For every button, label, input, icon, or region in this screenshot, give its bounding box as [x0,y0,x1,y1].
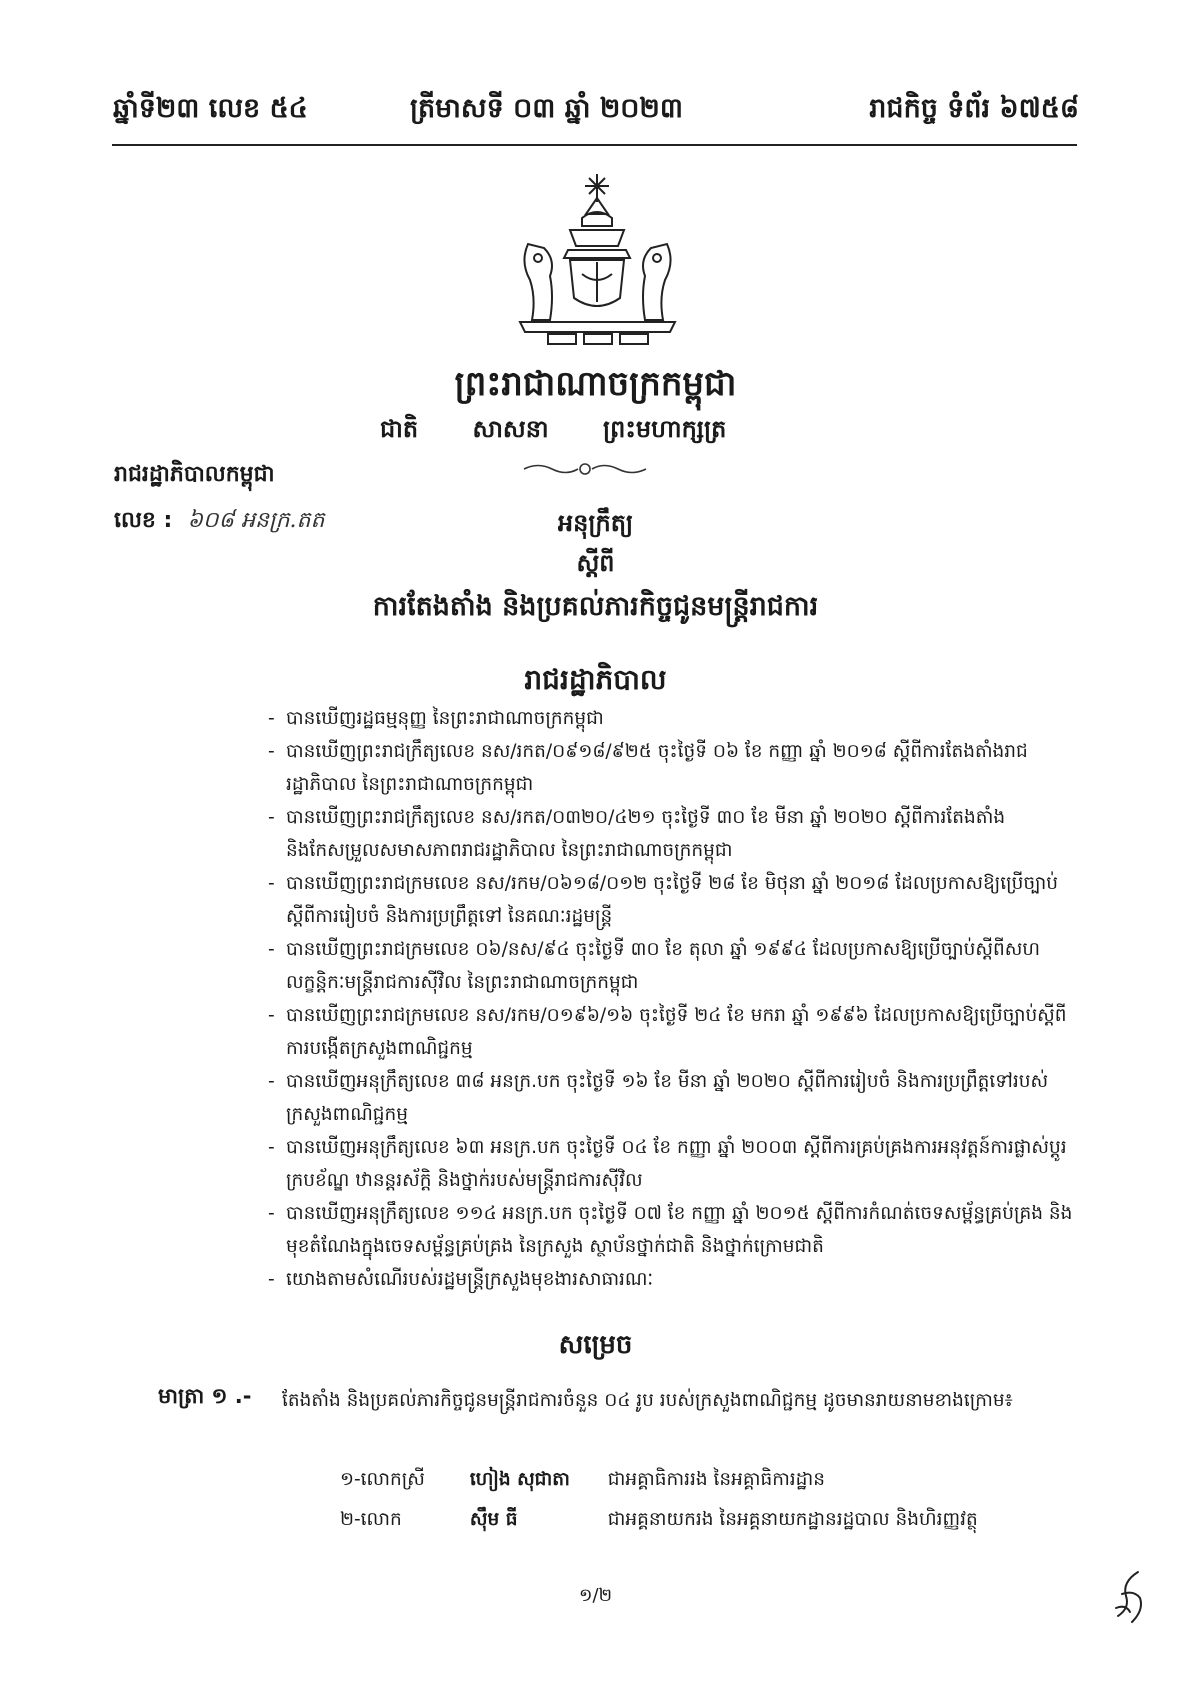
consideration-item: - បានឃើញព្រះរាជក្រមលេខ នស/រកម/០១៩៦/១៦ ចុះថ្ងៃទី ២៤ ខែ មករា ឆ្នាំ ១៩៩៦ ដែលប្រកាសឱ្យប្រើច្បាប់ស្តីពីការបង្កើតក្រសួងពាណិជ្ជកម្ម [270,999,1080,1065]
consideration-item: - បានឃើញរដ្ឋធម្មនុញ្ញ នៃព្រះរាជាណាចក្រកម្ពុជា [270,702,1080,735]
national-motto [380,414,772,449]
initial-signature-mark [1108,1568,1152,1628]
appointment-name: ស៊ឹម ធី [469,1509,518,1530]
consideration-item: - បានឃើញអនុក្រឹត្យលេខ ១១៤ អនក្រ.បក ចុះថ្ងៃទី ០៧ ខែ កញ្ញា ឆ្នាំ ២០១៥ ស្តីពីការកំណត់ចេទសម្ព័ន្ធគ្រប់គ្រង និងមុខតំណែងក្នុងចេទសម្ព័ន្ធគ្រប់គ្រង នៃក្រសួង ស្ថាប័នថ្នាក់ជាតិ និងថ្នាក់ក្រោមជាតិ [270,1197,1080,1263]
motto-king: ព្រះមហាក្សត្រ [602,415,727,443]
consideration-item: - បានឃើញព្រះរាជក្រឹត្យលេខ នស/រកត/០៩១៨/៩២៥ ចុះថ្ងៃទី ០៦ ខែ កញ្ញា ឆ្នាំ ២០១៨ ស្តីពីការតែងតាំងរាជរដ្ឋាភិបាល នៃព្រះរាជាណាចក្រកម្ពុជា [270,735,1080,801]
consideration-item: - បានឃើញព្រះរាជក្រឹត្យលេខ នស/រកត/០៣២០/៤២១ ចុះថ្ងៃទី ៣០ ខែ មីនា ឆ្នាំ ២០២០ ស្តីពីការតែងតាំង និងកែសម្រួលសមាសភាពរាជរដ្ឋាភិបាល នៃព្រះរាជាណាចក្រកម្ពុជា [270,801,1080,867]
consideration-item: - បានឃើញអនុក្រឹត្យលេខ ៣៨ អនក្រ.បក ចុះថ្ងៃទី ១៦ ខែ មីនា ឆ្នាំ ២០២០ ស្តីពីការរៀបចំ និងការប្រព្រឹត្តទៅរបស់ក្រសួងពាណិជ្ជកម្ម [270,1065,1080,1131]
document-about: ស្តីពី [576,549,615,577]
considerations-list [270,702,1080,1296]
consideration-item: - បានឃើញព្រះរាជក្រមលេខ ០៦/នស/៩៤ ចុះថ្ងៃទី ៣០ ខែ តុលា ឆ្នាំ ១៩៩៤ ដែលប្រកាសឱ្យប្រើច្បាប់ស្តីពីសហលក្ខន្តិកៈមន្ត្រីរាជការស៊ីវិល នៃព្រះរាជាណាចក្រកម្ពុជា [270,933,1080,999]
appointment-role: ជាអគ្គនាយករង នៃអគ្គនាយកដ្ឋានរដ្ឋបាល និងហិរញ្ញវត្ថុ [607,1509,978,1530]
header-quarter: ត្រីមាសទី ០៣ ឆ្នាំ ២០២៣ [410,93,683,124]
appointment-row [340,1468,825,1495]
kingdom-title: ព្រះរាជាណាចក្រកម្ពុជា [454,364,737,404]
consideration-item: - យោងតាមសំណើរបស់រដ្ឋមន្ត្រីក្រសួងមុខងារសាធារណៈ [270,1263,1080,1296]
consideration-item: - បានឃើញអនុក្រឹត្យលេខ ៦៣ អនក្រ.បក ចុះថ្ងៃទី ០៤ ខែ កញ្ញា ឆ្នាំ ២០០៣ ស្តីពីការគ្រប់គ្រងការអនុវត្តន៍ការផ្លាស់ប្តូរក្របខ័ណ្ឌ ឋានន្តរស័ក្តិ និងថ្នាក់របស់មន្ត្រីរាជការស៊ីវិល [270,1131,1080,1197]
header-rule [112,144,1077,146]
decree-number-label: លេខ : [114,508,173,533]
government-heading: រាជរដ្ឋាភិបាល [524,663,667,696]
decision-heading: សម្រេច [558,1330,633,1360]
article-1-label: មាត្រា ១ .- [158,1384,252,1408]
appointment-name: ហៀង សុជាតា [469,1469,570,1490]
document-type: អនុក្រឹត្យ [557,509,634,537]
article-1-text: តែងតាំង និងប្រគល់ភារកិច្ចជូនមន្ត្រីរាជការចំនួន ០៤ រូប របស់ក្រសួងពាណិជ្ជកម្ម ដូចមានរាយនាមខាងក្រោម៖ [282,1390,1013,1411]
decree-number-value: ៦០៨ អនក្រ.តត [187,508,325,533]
page-number: ១/២ [578,1585,613,1606]
appointment-title: ១-លោកស្រី [340,1469,425,1490]
header-issue: ឆ្នាំទី២៣ លេខ ៥៤ [113,93,308,124]
coat-of-arms-emblem [510,172,685,348]
document-title: ការតែងតាំង និងប្រគល់ភារកិច្ចជូនមន្ត្រីរាជការ [372,591,819,622]
ornament-divider [520,460,650,478]
consideration-item: - បានឃើញព្រះរាជក្រមលេខ នស/រកម/០៦១៨/០១២ ចុះថ្ងៃទី ២៨ ខែ មិថុនា ឆ្នាំ ២០១៨ ដែលប្រកាសឱ្យប្រើច្បាប់ស្តីពីការរៀបចំ និងការប្រព្រឹត្តទៅ នៃគណៈរដ្ឋមន្ត្រី [270,867,1080,933]
appointment-role: ជាអគ្គាធិការរង នៃអគ្គាធិការដ្ឋាន [607,1469,826,1490]
appointment-row [340,1508,978,1535]
motto-religion: សាសនា [472,415,549,443]
motto-nation: ជាតិ [380,415,419,443]
issuer-name: រាជរដ្ឋាភិបាលកម្ពុជា [114,462,275,487]
header-page: រាជកិច្ច ទំព័រ ៦៧៥៨ [869,93,1079,124]
appointment-title: ២-លោក [340,1509,402,1530]
